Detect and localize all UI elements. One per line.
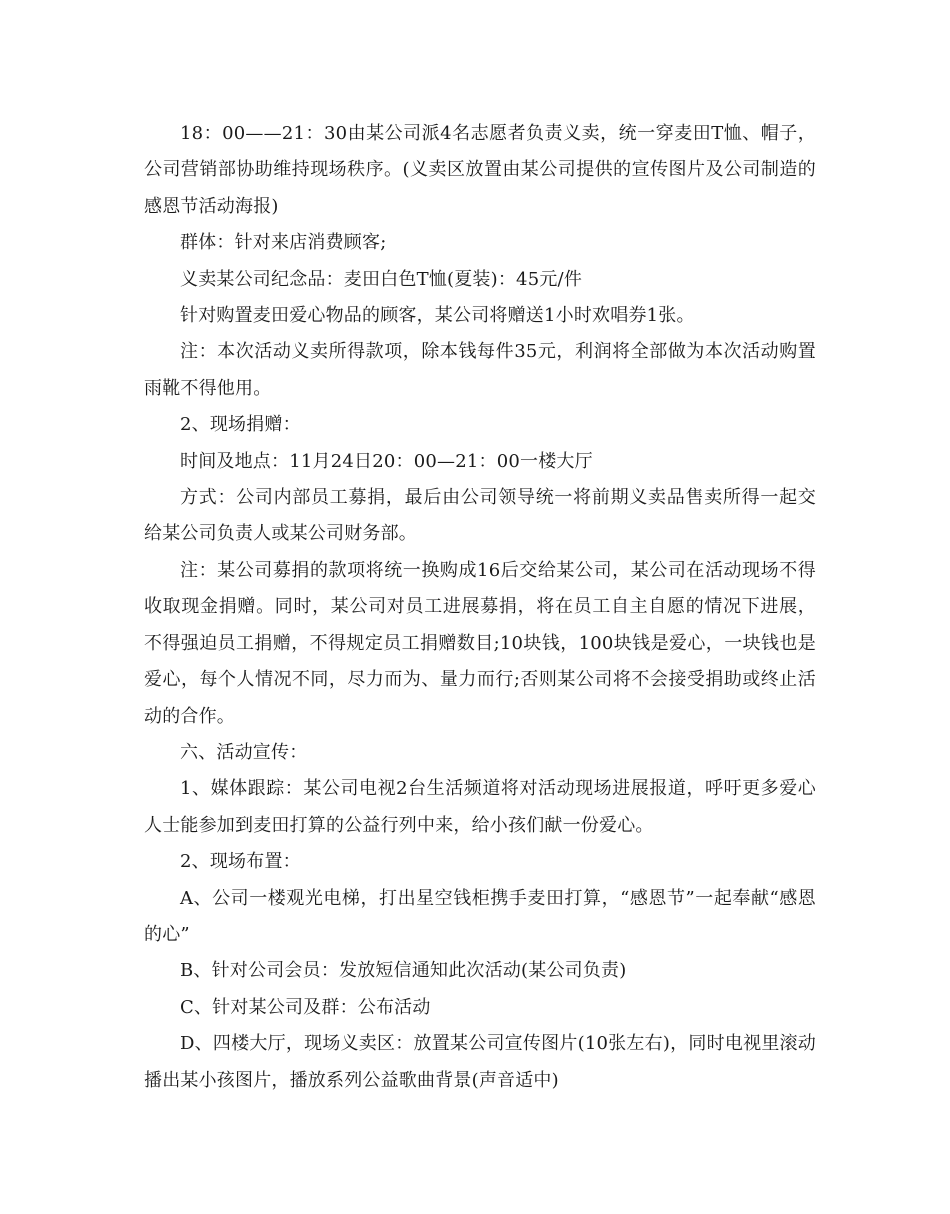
paragraph-setup-a: A、公司一楼观光电梯，打出星空钱柜携手麦田打算，“感恩节”一起奉献“感恩的心” xyxy=(144,887,816,945)
paragraph-volunteer-sale: 18：00——21：30由某公司派4名志愿者负责义卖，统一穿麦田T恤、帽子，公司营销部协助维持现场秩序。(义卖区放置由某公司提供的宣传图片及公司制造的感恩节活动海报) xyxy=(144,123,816,217)
paragraph-setup-c: C、针对某公司及群：公布活动 xyxy=(180,996,431,1018)
paragraph-setup-d: D、四楼大厅，现场义卖区：放置某公司宣传图片(10张左右)，同时电视里滚动播出某小孩图片，播放系列公益歌曲背景(声音适中) xyxy=(144,1033,816,1091)
paragraph-target-group: 群体：针对来店消费顾客; xyxy=(180,232,387,254)
heading-venue-setup: 2、现场布置： xyxy=(180,851,301,873)
heading-publicity: 六、活动宣传： xyxy=(180,741,308,763)
paragraph-media-tracking: 1、媒体跟踪：某公司电视2台生活频道将对活动现场进展报道，呼吁更多爱心人士能参加到麦田打算的公益行列中来，给小孩们献一份爱心。 xyxy=(144,778,816,836)
paragraph-donation-method: 方式：公司内部员工募捐，最后由公司领导统一将前期义卖品售卖所得一起交给某公司负责人或某公司财务部。 xyxy=(144,487,816,545)
paragraph-gift-voucher: 针对购置麦田爱心物品的顾客，某公司将赠送1小时欢唱券1张。 xyxy=(180,305,695,327)
paragraph-setup-b: B、针对公司会员：发放短信通知此次活动(某公司负责) xyxy=(180,960,627,982)
heading-onsite-donation: 2、现场捐赠： xyxy=(180,414,301,436)
document-body xyxy=(144,116,816,1099)
paragraph-time-location: 时间及地点：11月24日20：00—21：00一楼大厅 xyxy=(180,450,593,472)
paragraph-donation-note: 注：某公司募捐的款项将统一换购成16后交给某公司，某公司在活动现场不得收取现金捐赠。同时，某公司对员工进展募捐，将在员工自主自愿的情况下进展，不得强迫员工捐赠，不得规定员工捐赠数目;10块钱，100块钱是爱心，一块钱也是爱心，每个人情况不同，尽力而为、量力而行;否则某公司将不会接受捐助或终止活动的合作。 xyxy=(144,559,816,727)
paragraph-souvenir-price: 义卖某公司纪念品：麦田白色T恤(夏装)：45元/件 xyxy=(180,268,583,290)
paragraph-sale-note: 注：本次活动义卖所得款项，除本钱每件35元，利润将全部做为本次活动购置雨靴不得他用。 xyxy=(144,341,816,399)
